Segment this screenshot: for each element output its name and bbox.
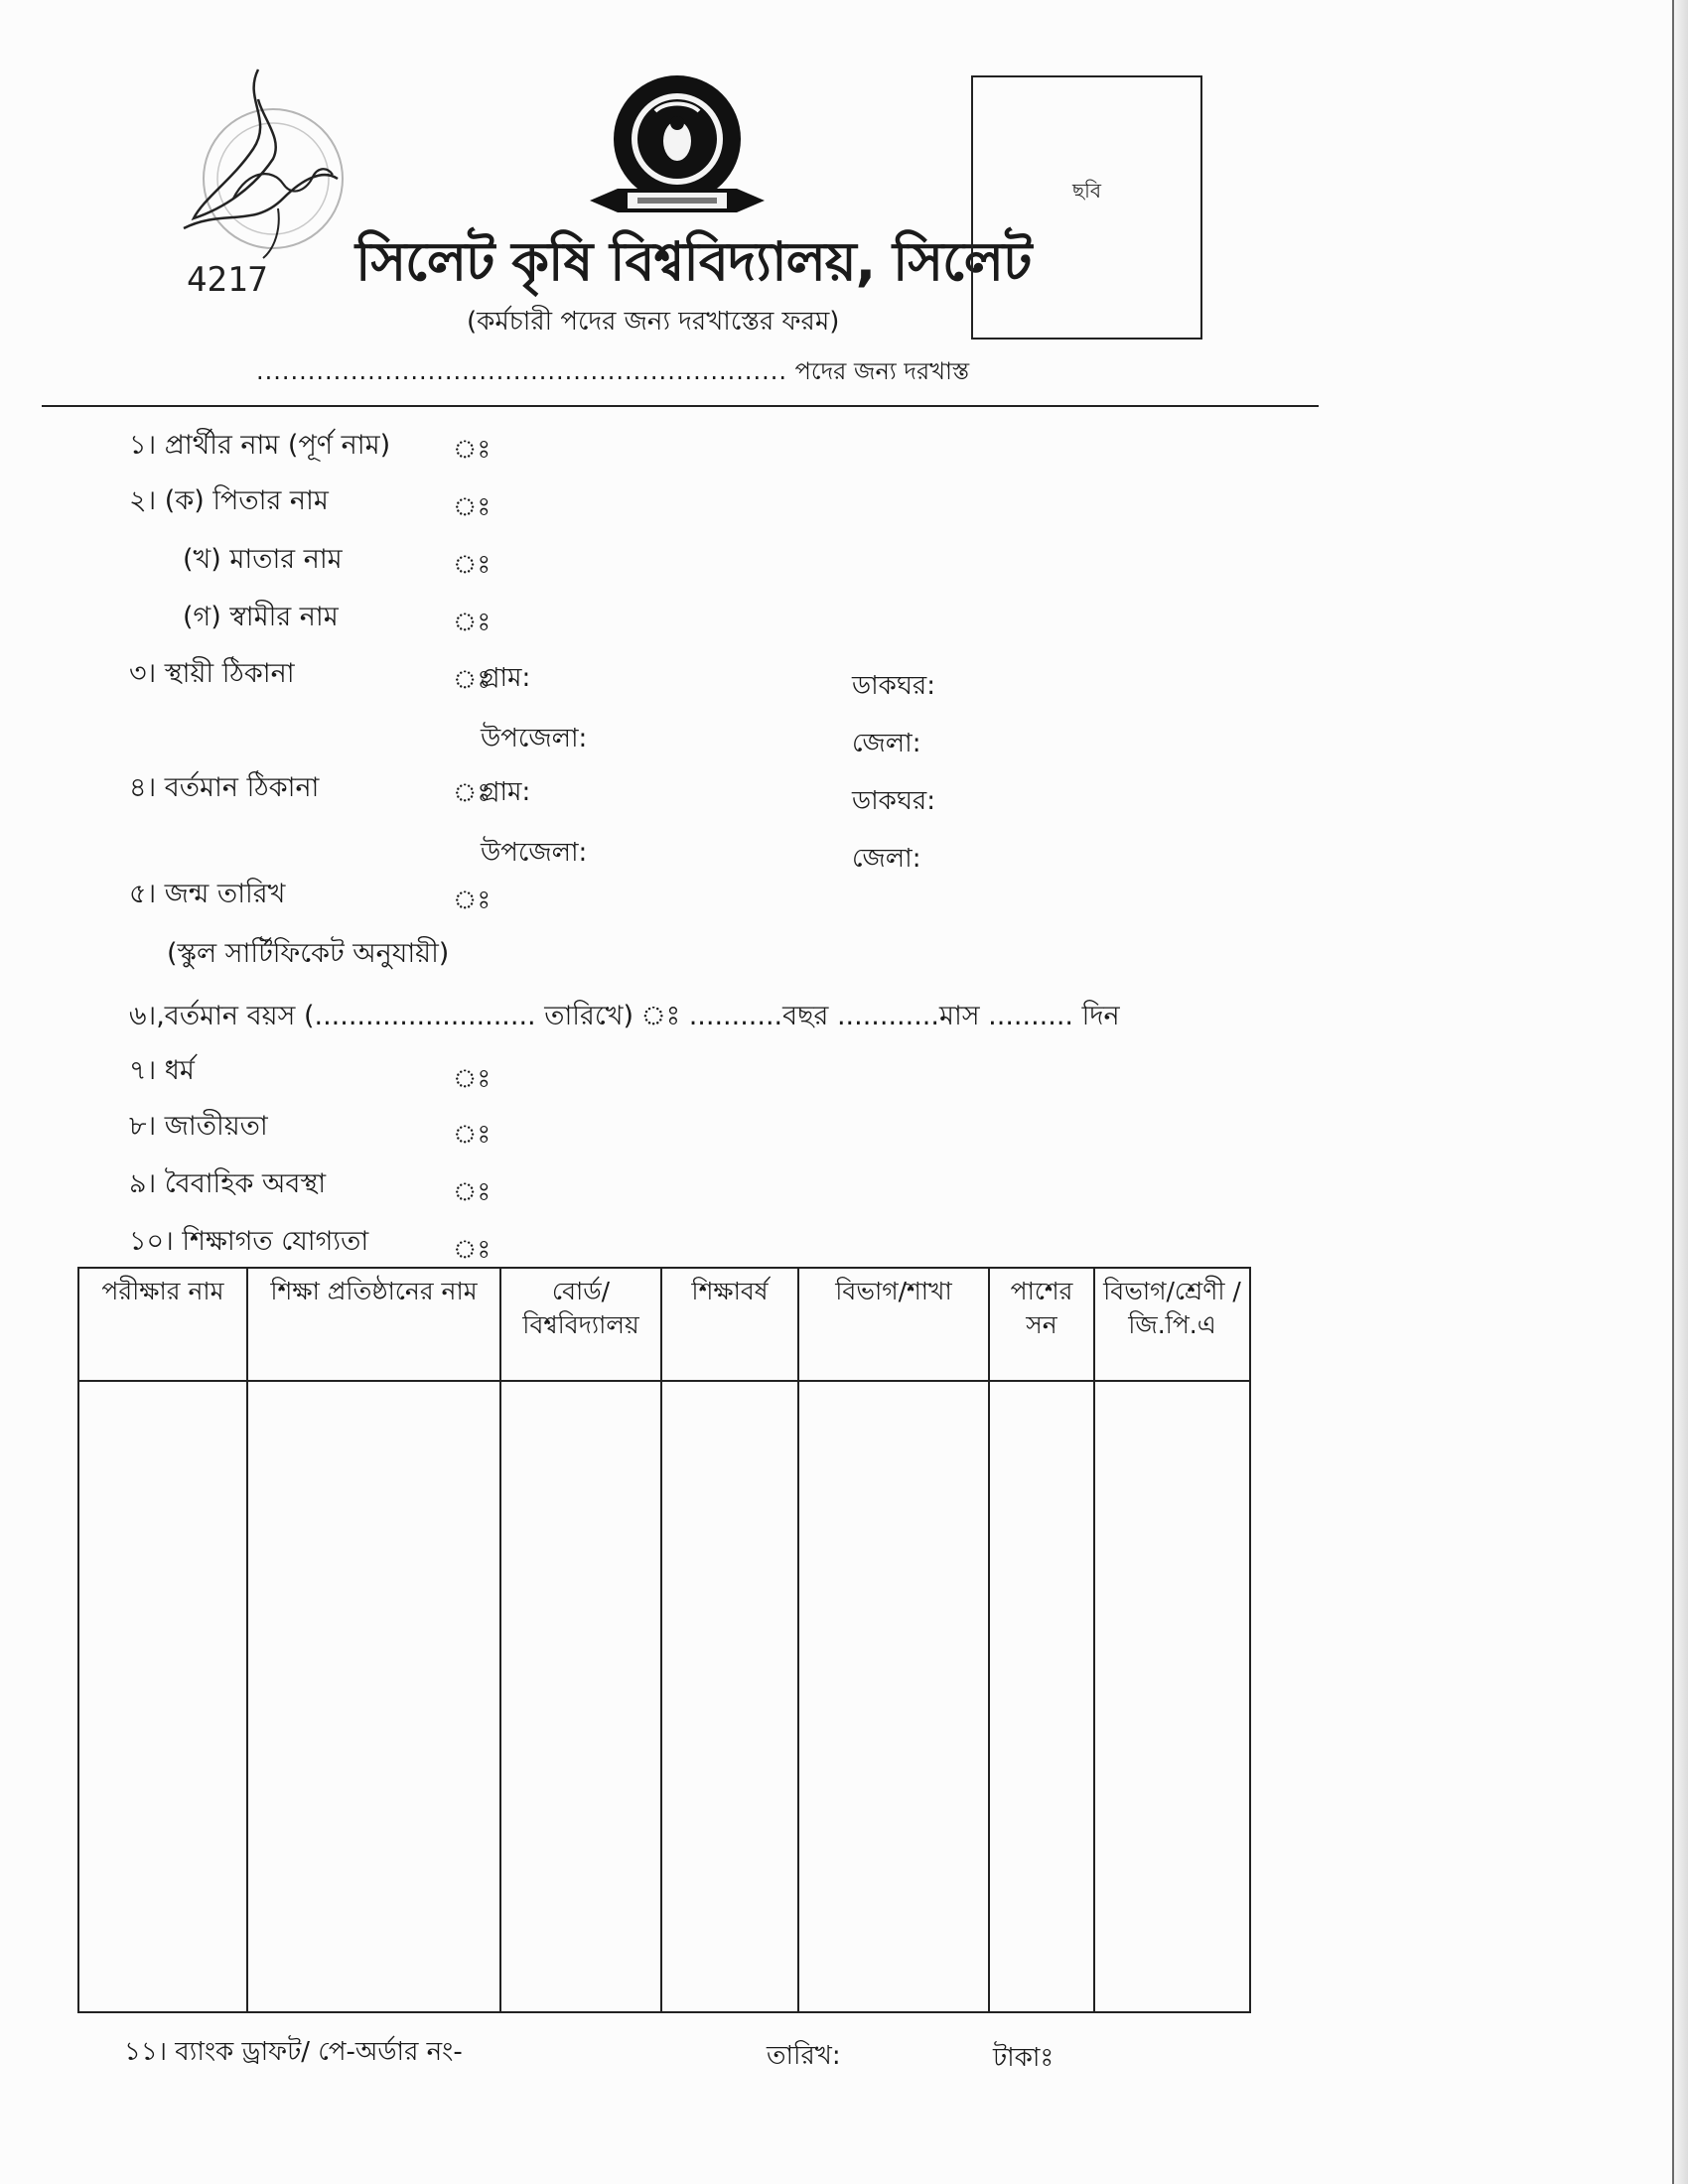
university-logo-icon <box>578 71 776 240</box>
present-village-label: গ্রাম: <box>481 777 531 807</box>
present-post-office-label: ডাকঘর: <box>852 786 935 816</box>
father-name-label: ২। (ক) পিতার নাম <box>129 485 329 516</box>
field-colon: ঃ <box>453 665 492 695</box>
table-row <box>78 1381 1250 2012</box>
post-applied-line <box>256 353 969 393</box>
marital-status-label: ৯। বৈবাহিক অবস্থা <box>129 1168 327 1199</box>
column-header-exam: পরীক্ষার নাম <box>78 1268 247 1381</box>
column-header-passing-year: পাশের সন <box>989 1268 1094 1381</box>
form-subtitle: (কর্মচারী পদের জন্য দরখাস্তের ফরম) <box>467 307 840 337</box>
column-header-board: বোর্ড/ বিশ্ববিদ্যালয় <box>500 1268 661 1381</box>
table-cell-department[interactable] <box>798 1381 989 2012</box>
column-header-academic-year: শিক্ষাবর্ষ <box>661 1268 798 1381</box>
bank-draft-label: ১১। ব্যাংক ড্রাফট/ পে-অর্ডার নং- <box>124 2037 463 2067</box>
photo-label: ছবি <box>1072 179 1101 203</box>
field-colon: ঃ <box>453 550 492 580</box>
field-colon: ঃ <box>453 1064 492 1094</box>
table-cell-passing-year[interactable] <box>989 1381 1094 2012</box>
page-edge-shadow <box>1672 0 1688 2184</box>
present-upazila-label: উপজেলা: <box>481 838 588 868</box>
column-header-department: বিভাগ/শাখা <box>798 1268 989 1381</box>
field-colon: ঃ <box>453 778 492 808</box>
field-colon: ঃ <box>453 492 492 522</box>
education-label: ১০। শিক্ষাগত যোগ্যতা <box>129 1226 369 1257</box>
post-line-label: পদের জন্য দরখাস্ত <box>794 357 970 385</box>
field-colon: ঃ <box>453 608 492 637</box>
birth-date-note: (স্কুল সার্টিফিকেট অনুযায়ী) <box>167 938 450 969</box>
education-table-header <box>78 1268 1250 1381</box>
column-header-institution: শিক্ষা প্রতিষ্ঠানের নাম <box>247 1268 500 1381</box>
photo-box[interactable] <box>971 75 1202 340</box>
field-colon: ঃ <box>453 1235 492 1265</box>
present-age-line: ৬।,বর্তমান বয়স (.......................... তারিখে) ঃ ...........বছর ............মাস .......... দিন <box>129 1001 1120 1031</box>
field-colon: ঃ <box>453 1177 492 1207</box>
form-serial-number: 4217 <box>187 260 268 300</box>
birth-date-label: ৫। জন্ম তারিখ <box>129 879 286 909</box>
field-colon: ঃ <box>453 886 492 915</box>
field-colon: ঃ <box>453 1120 492 1150</box>
permanent-post-office-label: ডাকঘর: <box>852 671 935 701</box>
post-name-blank[interactable]: .............................................................. <box>256 357 787 385</box>
permanent-address-label: ৩। স্থায়ী ঠিকানা <box>129 658 295 689</box>
religion-label: ৭। ধর্ম <box>129 1055 195 1086</box>
applicant-name-label: ১। প্রার্থীর নাম (পূর্ণ নাম) <box>129 430 391 461</box>
table-cell-academic-year[interactable] <box>661 1381 798 2012</box>
permanent-upazila-label: উপজেলা: <box>481 724 588 753</box>
draft-amount-label: টাকাঃ <box>993 2043 1055 2073</box>
column-header-division-gpa: বিভাগ/শ্রেণী / জি.পি.এ <box>1094 1268 1250 1381</box>
draft-date-label: তারিখ: <box>767 2041 841 2071</box>
mother-name-label: (খ) মাতার নাম <box>183 544 343 575</box>
husband-name-label: (গ) স্বামীর নাম <box>183 602 339 632</box>
permanent-village-label: গ্রাম: <box>481 663 531 693</box>
permanent-district-label: জেলা: <box>852 729 921 758</box>
header-divider <box>42 405 1319 407</box>
table-cell-division-gpa[interactable] <box>1094 1381 1250 2012</box>
present-district-label: জেলা: <box>852 844 921 874</box>
field-colon: ঃ <box>453 435 492 465</box>
table-cell-exam[interactable] <box>78 1381 247 2012</box>
present-address-label: ৪। বর্তমান ঠিকানা <box>129 772 320 803</box>
nationality-label: ৮। জাতীয়তা <box>129 1111 268 1142</box>
university-title: সিলেট কৃষি বিশ্ববিদ্যালয়, সিলেট <box>355 230 1032 293</box>
table-cell-institution[interactable] <box>247 1381 500 2012</box>
table-cell-board[interactable] <box>500 1381 661 2012</box>
education-table <box>77 1267 1251 2013</box>
signature-stamp <box>164 60 362 288</box>
